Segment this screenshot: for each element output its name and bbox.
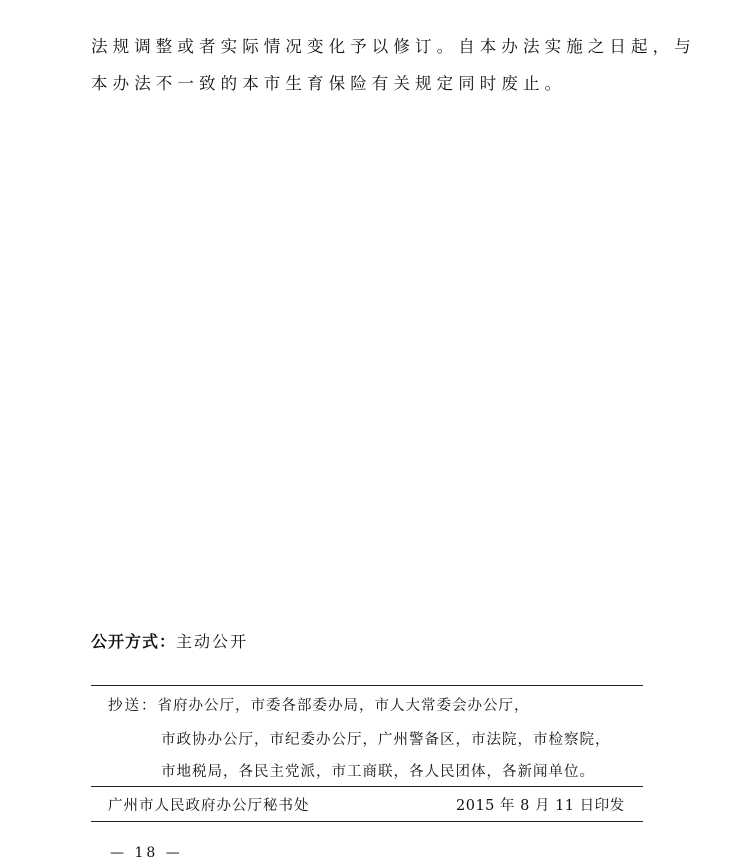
divider-middle: [91, 786, 643, 787]
page-number: — 18 —: [110, 845, 183, 861]
cc-recipients-2: 市政协办公厅，市纪委办公厅，广州警备区，市法院，市检察院，: [161, 732, 611, 748]
issuer: 广州市人民政府办公厅秘书处: [108, 798, 310, 814]
disclosure-method: [91, 629, 248, 652]
disclosure-value: 主动公开: [176, 632, 249, 651]
body-text-line-1: 法规调整或者实际情况变化予以修订。自本办法实施之日起，与: [91, 37, 696, 56]
cc-recipients-3: 市地税局，各民主党派，市工商联，各人民团体，各新闻单位。: [161, 764, 595, 780]
divider-bottom: [91, 821, 643, 822]
cc-label: 抄送：: [108, 698, 158, 714]
cc-recipients-1: 省府办公厅，市委各部委办局，市人大常委会办公厅，: [157, 698, 530, 714]
divider-top: [91, 685, 643, 686]
disclosure-label: 公开方式：: [91, 632, 177, 651]
print-date: 2015 年 8 月 11 日印发: [456, 798, 625, 814]
body-text-line-2: 本办法不一致的本市生育保险有关规定同时废止。: [91, 74, 567, 93]
cc-line-1: [108, 694, 530, 715]
